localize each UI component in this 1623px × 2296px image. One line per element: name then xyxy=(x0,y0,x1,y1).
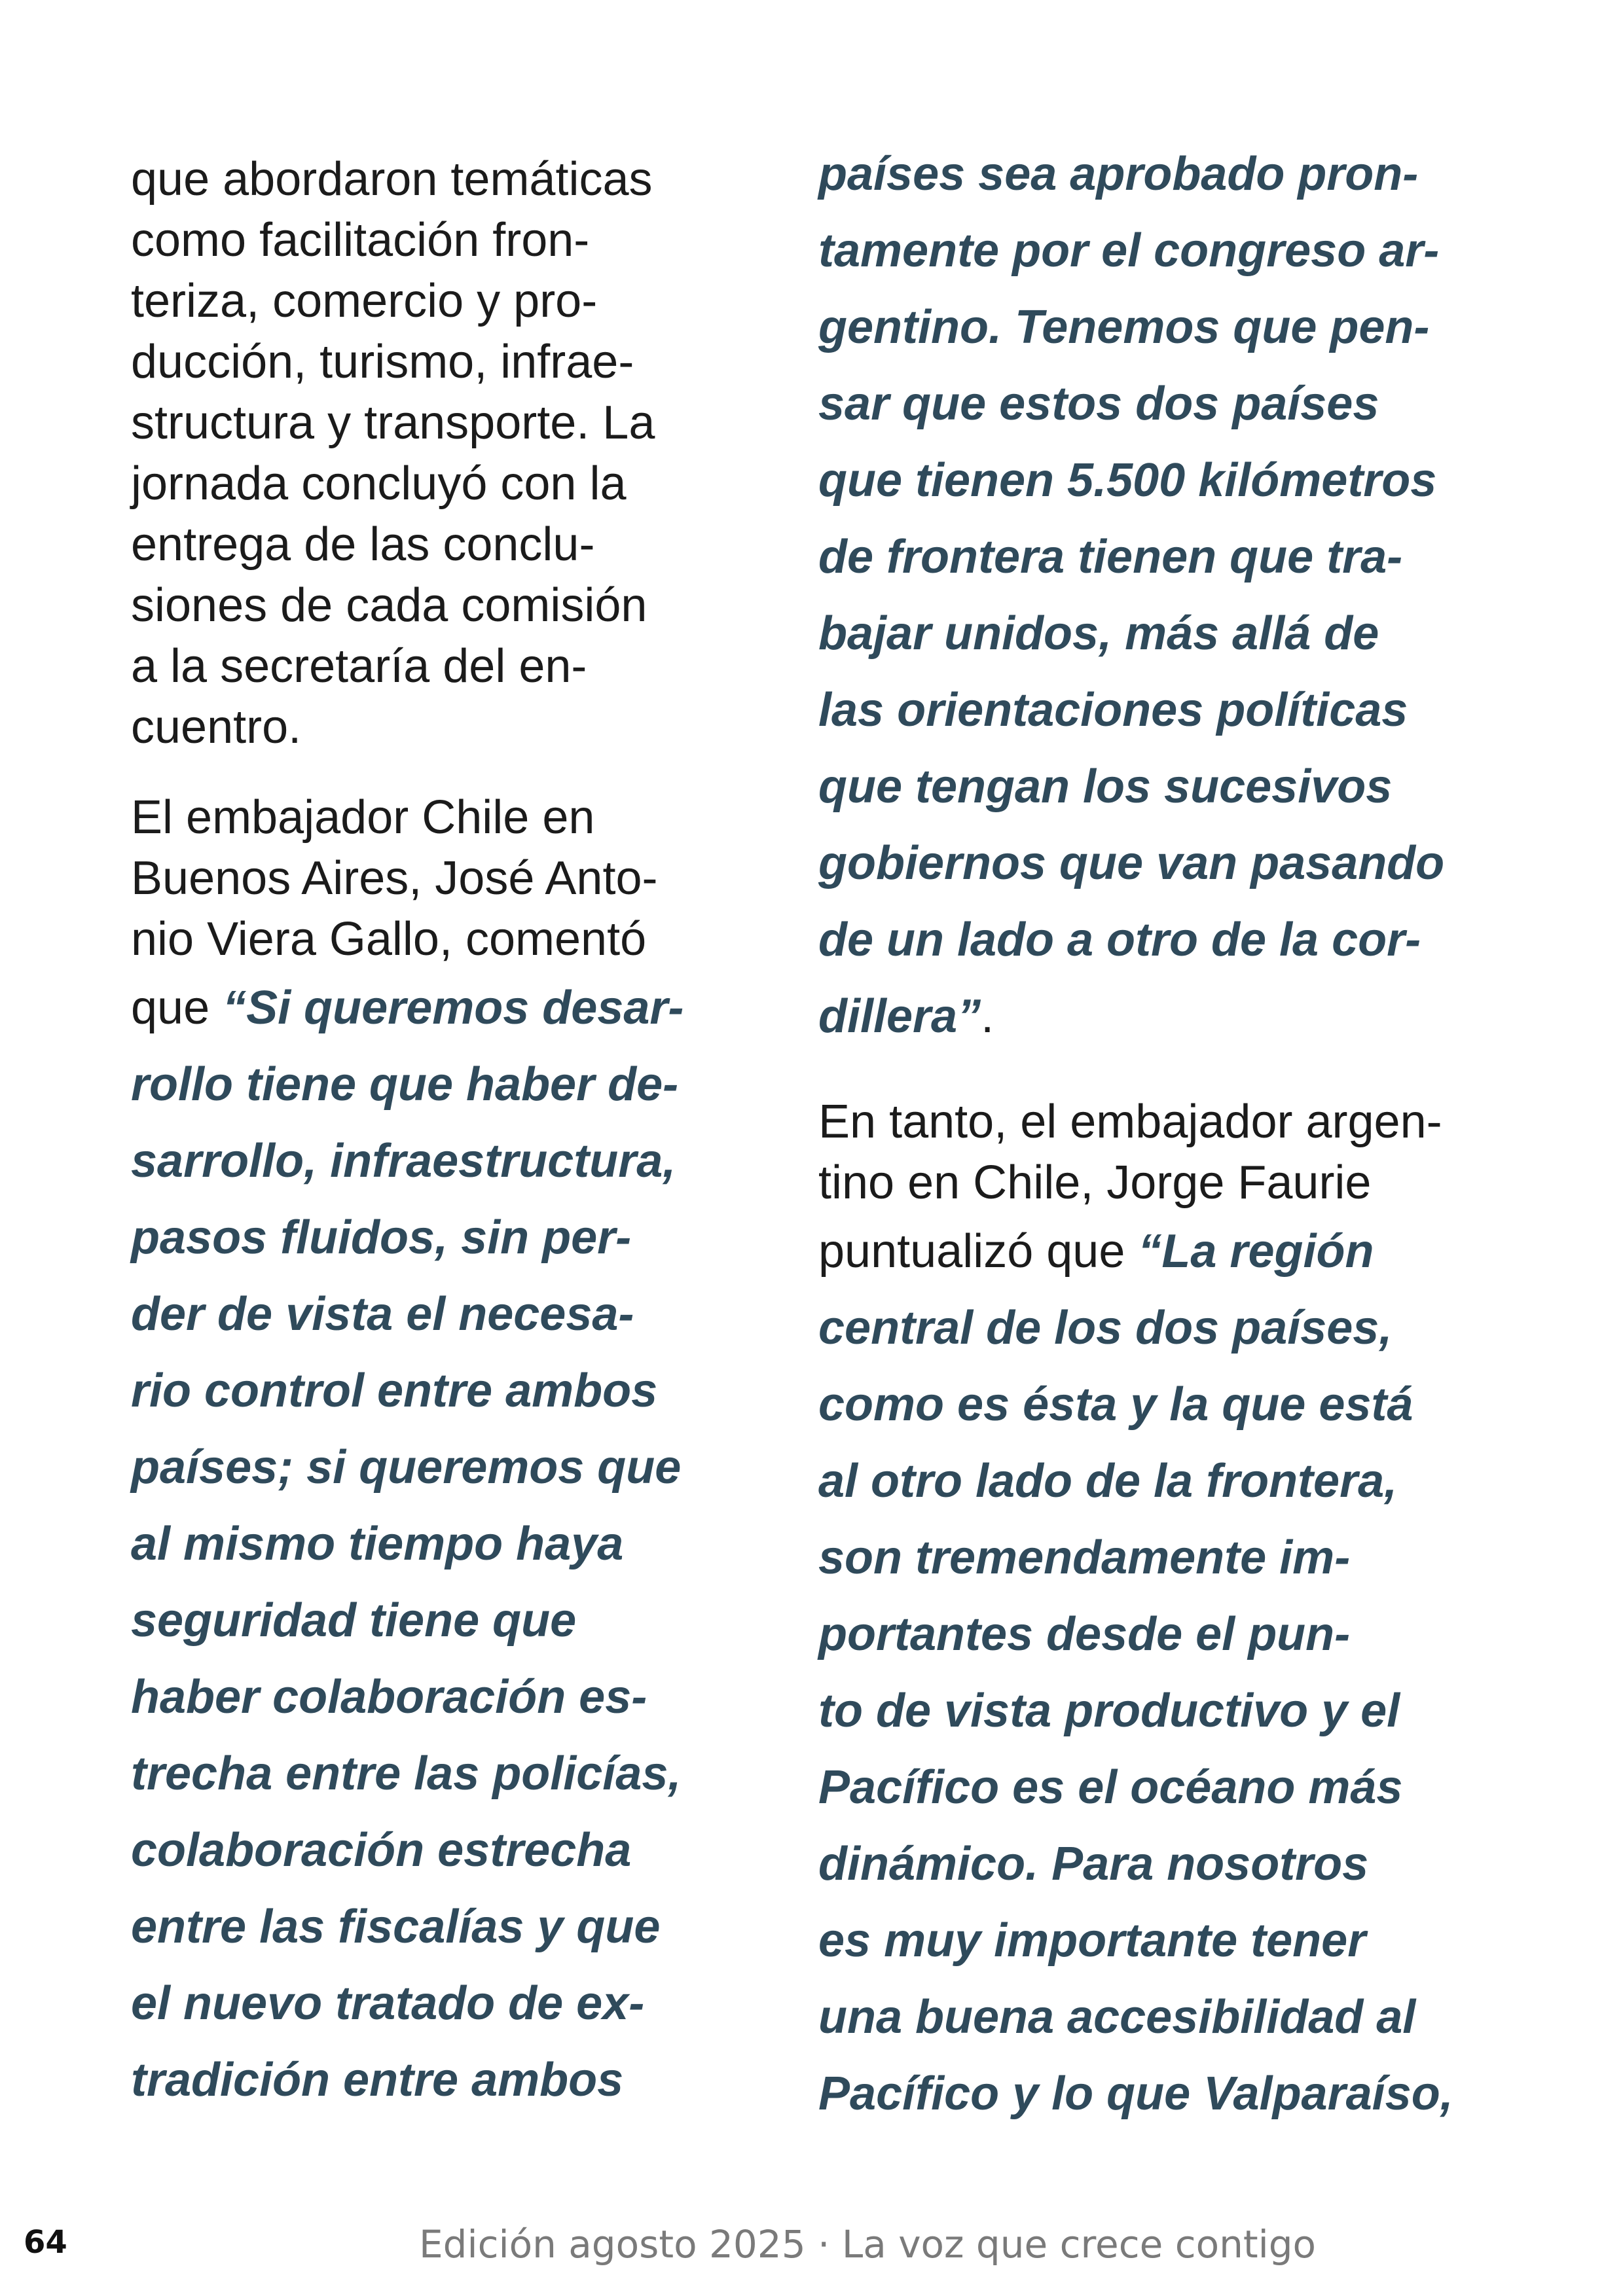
quote-line: son tremendamente im- xyxy=(818,1532,1351,1584)
text-line: como facilitación fron- xyxy=(131,214,590,266)
quote-line: colaboración estrecha xyxy=(131,1824,632,1876)
quote-line: haber colaboración es- xyxy=(131,1671,647,1723)
quote-line: como es ésta y la que está xyxy=(818,1378,1413,1431)
quote-lead-in: que xyxy=(131,982,223,1034)
quote-line: der de vista el necesa- xyxy=(131,1288,634,1340)
quote-line: de un lado a otro de la cor- xyxy=(818,914,1421,966)
quote-line: Pacífico y lo que Valparaíso, xyxy=(818,2068,1453,2120)
quote-line: central de los dos países, xyxy=(818,1302,1393,1354)
quote-line: es muy importante tener xyxy=(818,1914,1366,1967)
quote-line: países; si queremos que xyxy=(131,1441,682,1494)
quote-start-line xyxy=(131,970,759,1047)
quote-opening: “Si queremos desar- xyxy=(223,982,684,1034)
quote-line: tamente por el congreso ar- xyxy=(818,224,1440,277)
quote-line: gentino. Tenemos que pen- xyxy=(818,301,1430,353)
quote-line: gobiernos que van pasando xyxy=(818,837,1445,889)
text-line: tino en Chile, Jorge Faurie xyxy=(818,1157,1372,1209)
quote-line: pasos fluidos, sin per- xyxy=(131,1211,632,1264)
text-line: cuentro. xyxy=(131,701,302,753)
paragraph-argentine-ambassador xyxy=(818,1092,1453,2132)
quote-line: rollo tiene que haber de- xyxy=(131,1058,679,1111)
paragraph-chile-ambassador xyxy=(131,787,759,2119)
text-line: ducción, turismo, infrae- xyxy=(131,336,634,388)
page-number: 64 xyxy=(24,2224,67,2261)
text-line: Buenos Aires, José Anto- xyxy=(131,852,658,905)
quote-line: trecha entre las policías, xyxy=(131,1748,682,1800)
text-line: El embajador Chile en xyxy=(131,791,595,844)
quote-closing: dillera” xyxy=(818,990,981,1043)
text-line: structura y transporte. La xyxy=(131,397,655,449)
text-line: nio Viera Gallo, comentó xyxy=(131,913,647,965)
quote-start-line-2 xyxy=(818,1213,1447,1290)
quote-line: países sea aprobado pron- xyxy=(818,148,1419,200)
text-line: En tanto, el embajador argen- xyxy=(818,1096,1442,1148)
right-column xyxy=(818,136,1453,2132)
quote-line: portantes desde el pun- xyxy=(818,1608,1351,1660)
quote-line: Pacífico es el océano más xyxy=(818,1761,1403,1814)
quote-period: . xyxy=(981,990,994,1043)
quote-line: al mismo tiempo haya xyxy=(131,1518,624,1570)
quote-line: las orientaciones políticas xyxy=(818,684,1408,736)
quote-line: tradición entre ambos xyxy=(131,2054,624,2106)
text-line: a la secretaría del en- xyxy=(131,640,587,692)
quote-line: al otro lado de la frontera, xyxy=(818,1455,1398,1507)
text-line: teriza, comercio y pro- xyxy=(131,275,598,327)
quote-line: el nuevo tratado de ex- xyxy=(131,1977,645,2030)
quote-line: bajar unidos, más allá de xyxy=(818,607,1379,660)
text-line: siones de cada comisión xyxy=(131,579,647,632)
quote-line: una buena accesibilidad al xyxy=(818,1991,1416,2043)
quote-line: sar que estos dos países xyxy=(818,378,1379,430)
quote-line: entre las fiscalías y que xyxy=(131,1901,661,1953)
quote-continuation xyxy=(818,136,1447,978)
quote-line: sarrollo, infraestructura, xyxy=(131,1135,676,1187)
text-line: que abordaron temáticas xyxy=(131,153,653,206)
quote-lead-in-2: puntualizó que xyxy=(818,1225,1139,1278)
quote-line: seguridad tiene que xyxy=(131,1594,577,1647)
quote-line: rio control entre ambos xyxy=(131,1365,658,1417)
text-line: jornada concluyó con la xyxy=(131,457,627,510)
quote-line: que tengan los sucesivos xyxy=(818,761,1393,813)
quote-opening-2: “La región xyxy=(1138,1225,1374,1278)
quote-line: de frontera tienen que tra- xyxy=(818,531,1403,583)
quote-end-line xyxy=(818,978,1447,1055)
quote-line: que tienen 5.500 kilómetros xyxy=(818,454,1437,507)
text-line: entrega de las conclu- xyxy=(131,518,595,571)
paragraph-conclusions xyxy=(131,149,759,758)
quote-line: dinámico. Para nosotros xyxy=(818,1838,1369,1890)
footer-edition: Edición agosto 2025 · La voz que crece contigo xyxy=(419,2222,1317,2267)
left-column xyxy=(131,149,759,2119)
quote-line: to de vista productivo y el xyxy=(818,1685,1400,1737)
